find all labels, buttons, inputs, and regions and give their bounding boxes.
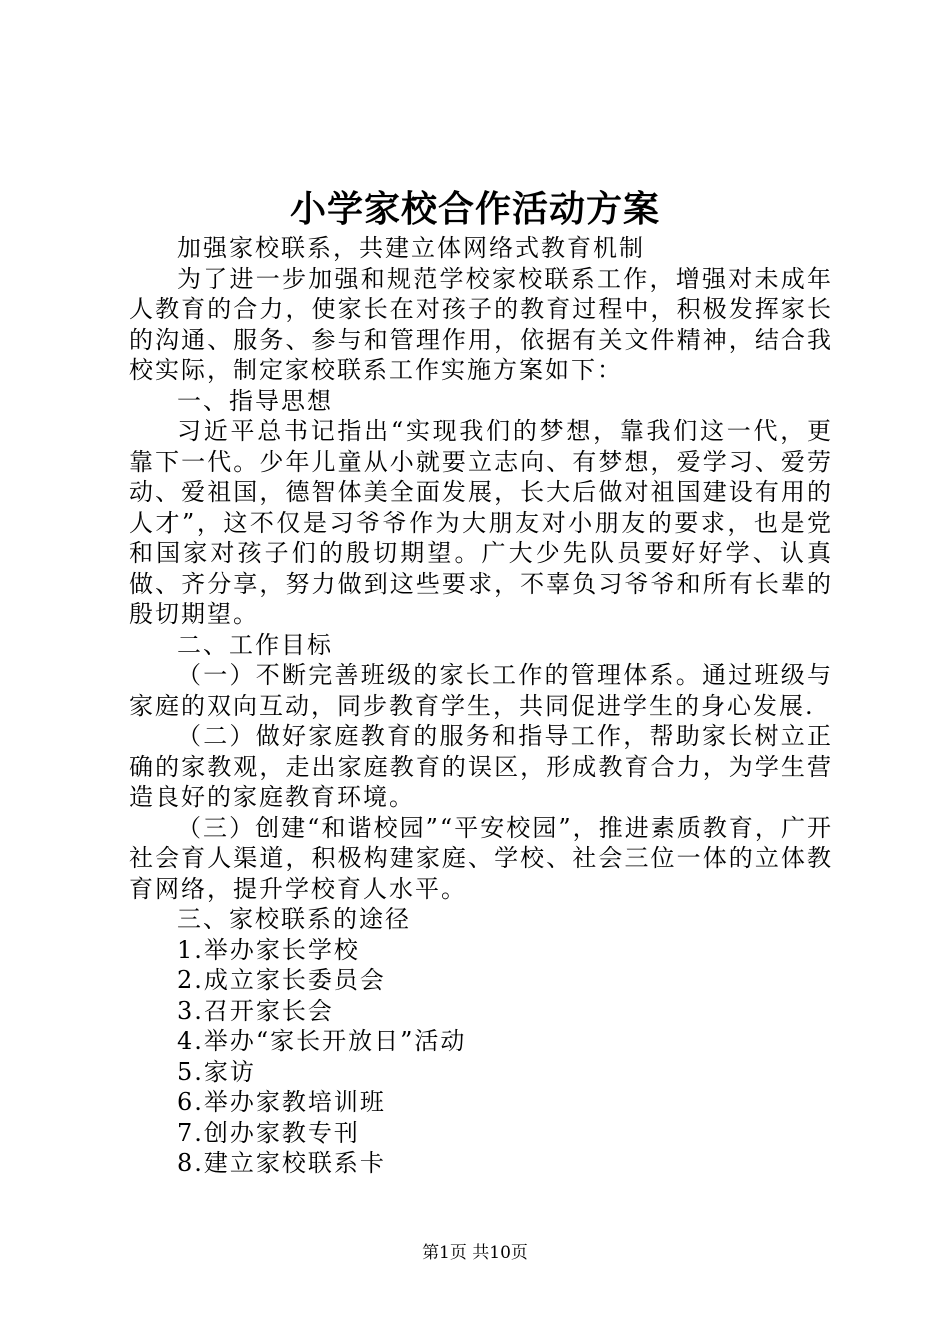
list-item: 4.举办“家长开放日”活动 [177,1027,467,1055]
paragraph-intro: 为了进一步加强和规范学校家校联系工作，增强对未成年人教育的合力，使家长在对孩子的教育过程中，积极发挥家长的沟通、服务、参与和管理作用，依据有关文件精神，结合我校实际，制定家校联系工作实施方案如下： [129,264,833,384]
paragraph-goal-2: （二）做好家庭教育的服务和指导工作，帮助家长树立正确的家教观，走出家庭教育的误区，形成教育合力，为学生营造良好的家庭教育环境。 [129,722,833,811]
list-item: 1.举办家长学校 [177,935,360,964]
list-item: 2.成立家长委员会 [177,966,386,994]
document-title: 小学家校合作活动方案 [289,188,660,230]
page-footer: 第1页 共10页 [422,1243,528,1263]
paragraph-guiding-ideology: 习近平总书记指出“实现我们的梦想，靠我们这一代，更靠下一代。少年儿童从小就要立志向、有梦想，爱学习、爱劳动、爱祖国，德智体美全面发展，长大后做对祖国建设有用的人才”，这不仅是习爷爷作为大朋友对小朋友的要求，也是党和国家对孩子们的殷切期望。广大少先队员要好好学、认真做、齐分享，努力做到这些要求，不辜负习爷爷和所有长辈的殷切期望。 [129,417,833,628]
list-item: 3.召开家长会 [177,996,334,1025]
list-item: 8.建立家校联系卡 [177,1149,386,1177]
list-item: 6.举办家教培训班 [177,1088,386,1116]
paragraph-goal-3: （三）创建“和谐校园”“平安校园”，推进素质教育，广开社会育人渠道，积极构建家庭、学校、社会三位一体的立体教育网络，提升学校育人水平。 [129,813,833,903]
list-item: 7.创办家教专刊 [177,1118,360,1147]
list-item: 5.家访 [177,1057,256,1086]
section-heading-contact-channels: 三、家校联系的途径 [177,905,411,933]
section-heading-work-goals: 二、工作目标 [177,630,333,659]
paragraph-goal-1: （一）不断完善班级的家长工作的管理体系。通过班级与家庭的双向互动，同步教育学生，共同促进学生的身心发展. [129,661,833,720]
document-body [129,233,833,1179]
section-heading-guiding-ideology: 一、指导思想 [177,386,333,415]
paragraph-subtitle: 加强家校联系，共建立体网络式教育机制 [177,234,645,262]
